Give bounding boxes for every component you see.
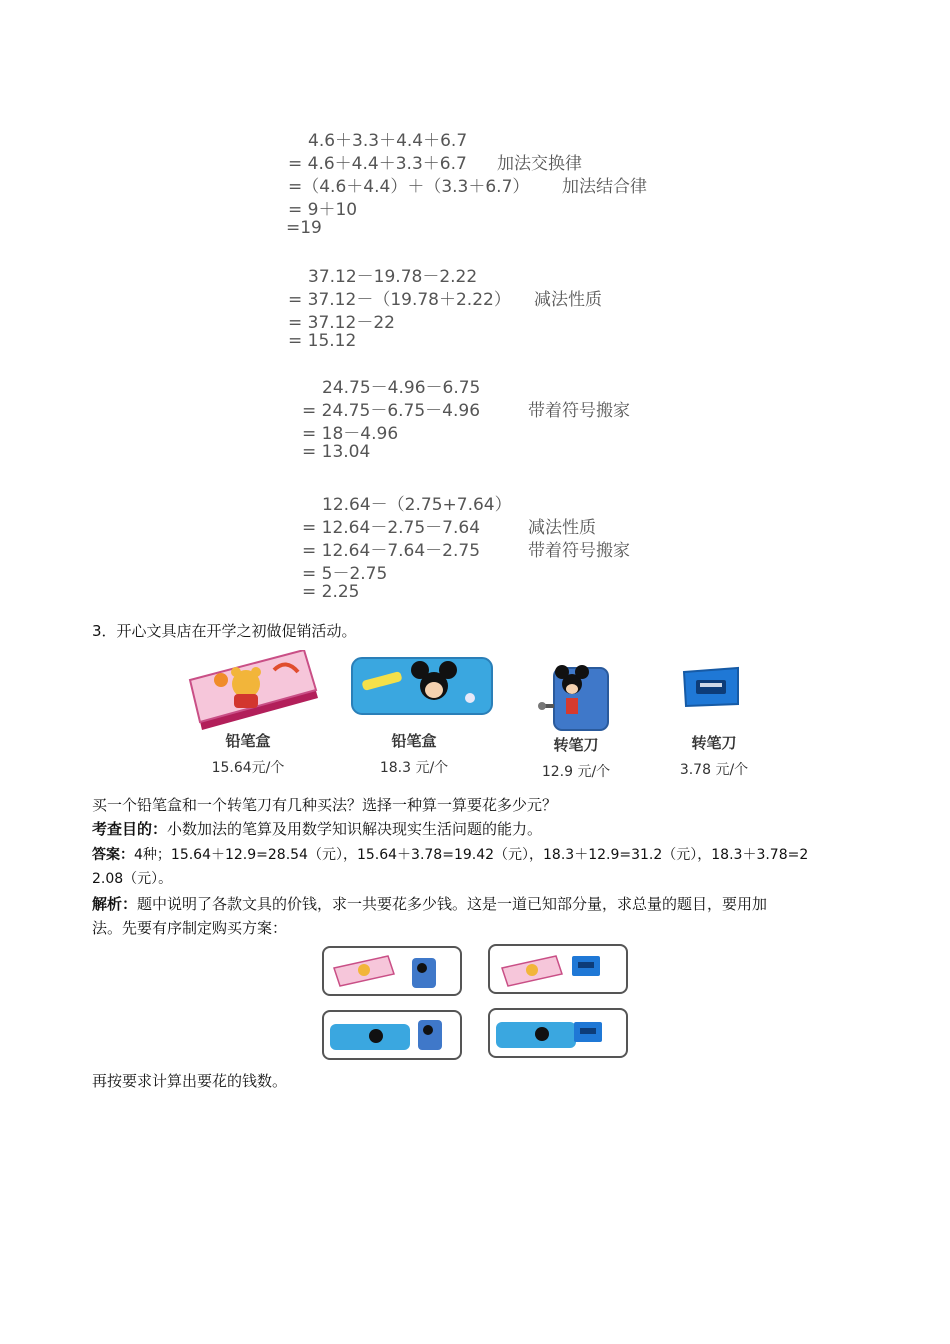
calc-line: = 37.12－22 bbox=[288, 313, 395, 333]
calc-line: = 9＋10 bbox=[288, 200, 358, 220]
answer-line bbox=[92, 844, 808, 864]
blue-sharpener-icon bbox=[680, 664, 742, 714]
pooh-pencil-box-icon bbox=[186, 650, 320, 740]
question-title: 开心文具店在开学之初做促销活动。 bbox=[116, 622, 357, 640]
analysis-text: 题中说明了各款文具的价钱，求一共要花多少钱。这是一道已知部分量，求总量的题目，要用加 bbox=[137, 895, 768, 913]
product-name: 转笔刀 bbox=[691, 734, 737, 752]
mickey-pencil-box-icon bbox=[350, 654, 494, 722]
calc-law-label: 带着符号搬家 bbox=[528, 541, 630, 561]
calc-line: =（4.6＋4.4）＋（3.3＋6.7） bbox=[288, 177, 530, 197]
combo-illustration-icon bbox=[490, 1010, 626, 1056]
product-name: 转笔刀 bbox=[553, 736, 599, 754]
calc-law-label: 带着符号搬家 bbox=[528, 401, 630, 421]
calc-law-label: 减法性质 bbox=[534, 290, 602, 310]
product-card bbox=[528, 734, 624, 781]
question-number: 3． bbox=[92, 622, 117, 640]
calc-law-label: 加法结合律 bbox=[562, 177, 647, 197]
objective-line bbox=[92, 818, 542, 839]
combo-pooh-box-mickey-sharpener bbox=[322, 946, 462, 996]
product-card bbox=[366, 730, 462, 777]
analysis-line bbox=[92, 893, 767, 914]
product-price: 18.3 元/个 bbox=[379, 760, 449, 776]
product-name: 铅笔盒 bbox=[225, 732, 271, 750]
product-card bbox=[200, 730, 296, 777]
calc-line: = 37.12－（19.78＋2.22） bbox=[288, 290, 511, 310]
calc-line: = 4.6＋4.4＋3.3＋6.7 bbox=[288, 154, 467, 174]
combo-illustration-icon bbox=[490, 946, 626, 992]
calc-law-label: 减法性质 bbox=[528, 518, 596, 538]
answer-label: 答案： bbox=[92, 847, 134, 863]
combo-pooh-box-blue-sharpener bbox=[488, 944, 628, 994]
combo-illustration-icon bbox=[324, 1012, 460, 1058]
calc-line: = 2.25 bbox=[302, 582, 360, 602]
product-price: 3.78 元/个 bbox=[679, 762, 749, 778]
calc-line: = 12.64－7.64－2.75 bbox=[302, 541, 481, 561]
calc-line: 37.12－19.78－2.22 bbox=[308, 267, 478, 287]
calc-line: = 12.64－2.75－7.64 bbox=[302, 518, 481, 538]
question-heading bbox=[92, 620, 357, 641]
product-card bbox=[666, 732, 762, 779]
answer-text: 4种；15.64＋12.9=28.54（元），15.64＋3.78=19.42（元），18.3＋12.9=31.2（元），18.3＋3.78=2 bbox=[134, 847, 809, 863]
calc-line: = 18－4.96 bbox=[302, 424, 399, 444]
answer-line-2: 2.08（元）。 bbox=[92, 871, 173, 887]
combo-mickey-box-blue-sharpener bbox=[488, 1008, 628, 1058]
question-prompt: 买一个铅笔盒和一个转笔刀有几种买法？选择一种算一算要花多少元？ bbox=[92, 796, 558, 814]
combo-mickey-box-mickey-sharpener bbox=[322, 1010, 462, 1060]
calc-line: 4.6＋3.3＋4.4＋6.7 bbox=[308, 131, 468, 151]
closing-text: 再按要求计算出要花的钱数。 bbox=[92, 1072, 288, 1090]
objective-text: 小数加法的笔算及用数学知识解决现实生活问题的能力。 bbox=[167, 820, 543, 838]
calc-line: 12.64－（2.75+7.64） bbox=[322, 495, 512, 515]
calc-line: =19 bbox=[286, 218, 322, 238]
analysis-line-2: 法。先要有序制定购买方案： bbox=[92, 919, 288, 937]
calc-line: = 24.75－6.75－4.96 bbox=[302, 401, 481, 421]
calc-line: = 15.12 bbox=[288, 331, 357, 351]
product-name: 铅笔盒 bbox=[391, 732, 437, 750]
product-price: 15.64元/个 bbox=[211, 760, 285, 776]
analysis-label: 解析： bbox=[92, 895, 138, 913]
calc-law-label: 加法交换律 bbox=[497, 154, 582, 174]
objective-label: 考查目的： bbox=[92, 820, 168, 838]
combo-illustration-icon bbox=[324, 948, 460, 994]
product-price: 12.9 元/个 bbox=[541, 764, 611, 780]
calc-line: 24.75－4.96－6.75 bbox=[322, 378, 481, 398]
calc-line: = 5－2.75 bbox=[302, 564, 388, 584]
calc-line: = 13.04 bbox=[302, 442, 371, 462]
mickey-sharpener-icon bbox=[536, 654, 616, 738]
